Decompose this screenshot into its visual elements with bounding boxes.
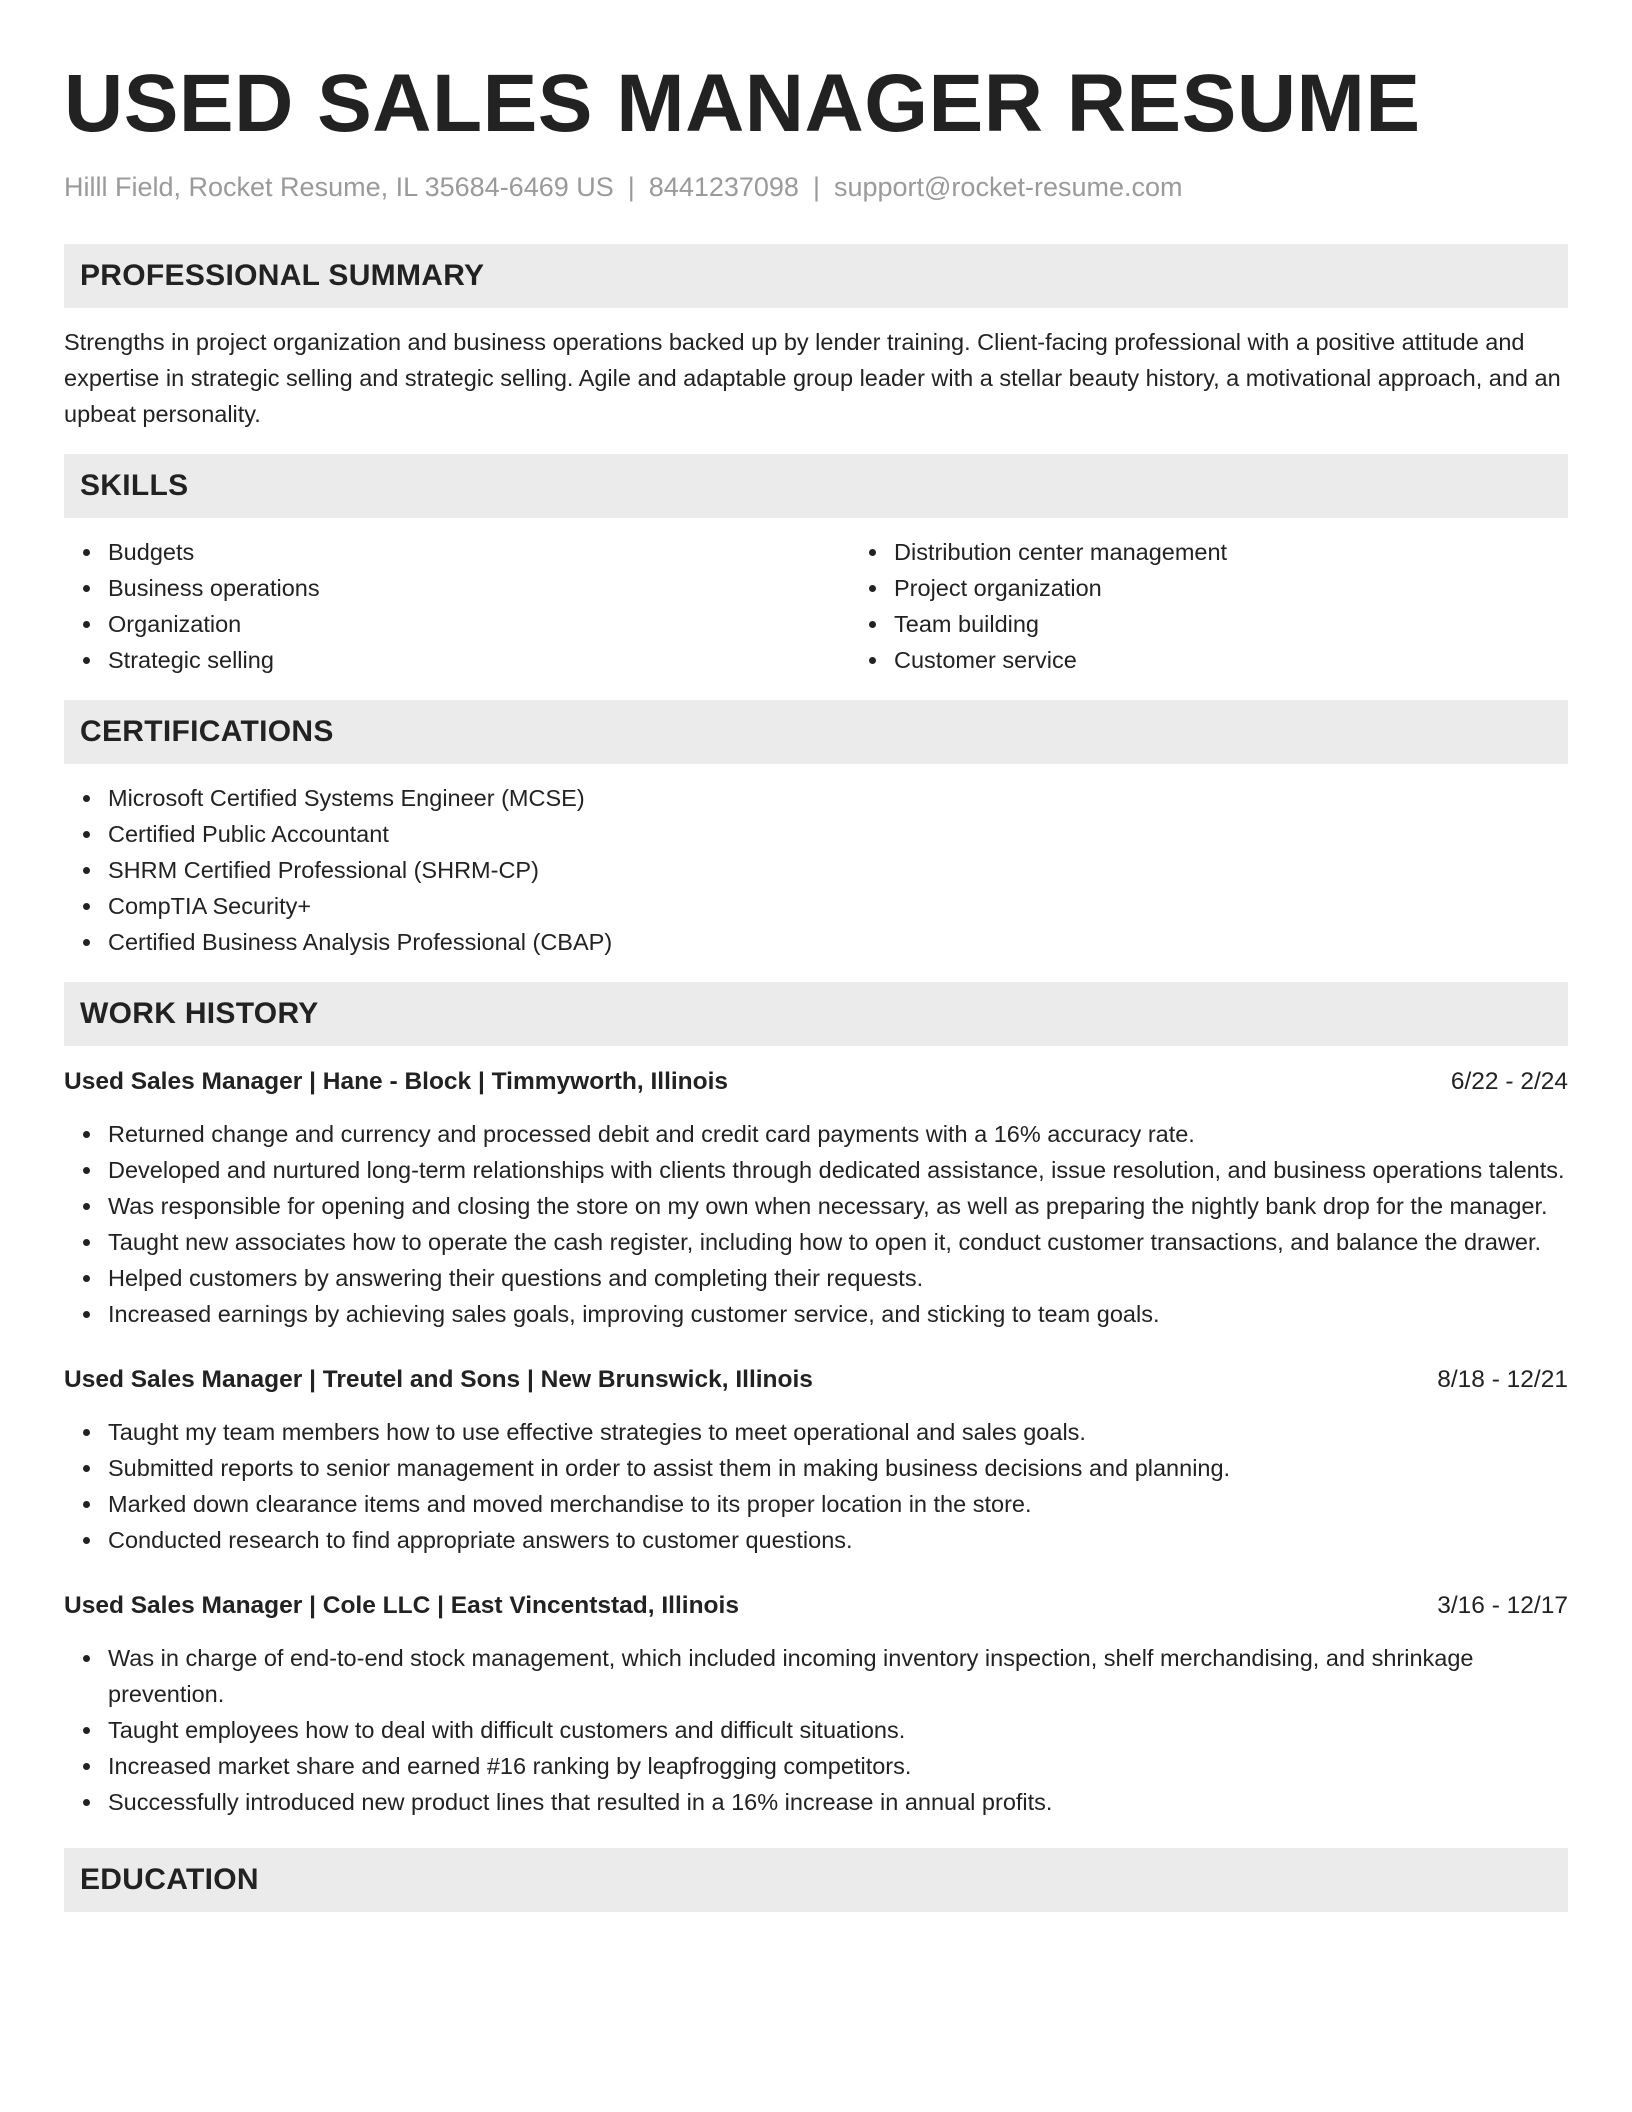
job-bullet: Marked down clearance items and moved merchandise to its proper location in the store. [108,1486,1568,1522]
section-heading-education: EDUCATION [64,1848,1568,1912]
job-bullet: Was responsible for opening and closing the store on my own when necessary, as well as preparing the nightly bank drop for the manager. [108,1188,1568,1224]
job-entry [64,1362,1568,1558]
job-bullet: Increased market share and earned #16 ranking by leapfrogging competitors. [108,1748,1568,1784]
section-heading-skills: SKILLS [64,454,1568,518]
job-header [64,1362,1568,1398]
job-header [64,1064,1568,1100]
skill-item: Budgets [108,534,850,570]
job-bullet: Was in charge of end-to-end stock management, which included incoming inventory inspection, shelf merchandising, and shrinkage prevention. [108,1640,1568,1712]
skill-item: Business operations [108,570,850,606]
job-title: Used Sales Manager | Treutel and Sons | New Brunswick, Illinois [64,1366,813,1393]
skills-list-left [64,534,850,678]
job-bullet: Helped customers by answering their questions and completing their requests. [108,1260,1568,1296]
certifications-list [64,780,1568,960]
section-heading-summary: PROFESSIONAL SUMMARY [64,244,1568,308]
skills-list-right [850,534,1632,678]
job-entry [64,1588,1568,1820]
job-bullet: Developed and nurtured long-term relationships with clients through dedicated assistance, issue resolution, and business operations talents. [108,1152,1568,1188]
skills-grid [64,518,1568,678]
job-bullet: Taught my team members how to use effective strategies to meet operational and sales goals. [108,1414,1568,1450]
job-bullets [64,1116,1568,1332]
certification-item: Certified Public Accountant [108,816,1568,852]
contact-separator: | [627,172,635,202]
job-dates: 3/16 - 12/17 [1437,1592,1568,1619]
skill-item: Strategic selling [108,642,850,678]
job-bullet: Taught new associates how to operate the cash register, including how to open it, conduct customer transactions, and balance the drawer. [108,1224,1568,1260]
skill-item: Organization [108,606,850,642]
job-dates: 8/18 - 12/21 [1437,1366,1568,1393]
skill-item: Customer service [894,642,1632,678]
job-header [64,1588,1568,1624]
skill-item: Distribution center management [894,534,1632,570]
job-bullet: Conducted research to find appropriate answers to customer questions. [108,1522,1568,1558]
skill-item: Team building [894,606,1632,642]
job-bullets [64,1640,1568,1820]
job-bullet: Increased earnings by achieving sales goals, improving customer service, and sticking to team goals. [108,1296,1568,1332]
job-bullets [64,1414,1568,1558]
certification-item: Certified Business Analysis Professional (CBAP) [108,924,1568,960]
contact-email: support@rocket-resume.com [833,172,1183,202]
skill-item: Project organization [894,570,1632,606]
certification-item: CompTIA Security+ [108,888,1568,924]
summary-text: Strengths in project organization and business operations backed up by lender training. Client-facing professional with a positive attitude and expertise in strategic selling and strategic selling. Agile and adaptable group leader with a stellar beauty history, a motivational approach, and an upbeat personality. [64,329,1561,427]
certification-item: Microsoft Certified Systems Engineer (MCSE) [108,780,1568,816]
job-bullet: Returned change and currency and processed debit and credit card payments with a 16% accuracy rate. [108,1116,1568,1152]
job-title: Used Sales Manager | Hane - Block | Timmyworth, Illinois [64,1068,729,1095]
certification-item: SHRM Certified Professional (SHRM-CP) [108,852,1568,888]
section-heading-work-history: WORK HISTORY [64,982,1568,1046]
job-bullet: Successfully introduced new product lines that resulted in a 16% increase in annual profits. [108,1784,1568,1820]
section-heading-certifications: CERTIFICATIONS [64,700,1568,764]
job-bullet: Taught employees how to deal with difficult customers and difficult situations. [108,1712,1568,1748]
job-entry [64,1064,1568,1332]
contact-line [64,170,1568,204]
contact-phone: 8441237098 [648,172,799,202]
job-dates: 6/22 - 2/24 [1450,1068,1568,1095]
contact-address: Hilll Field, Rocket Resume, IL 35684-6469 US [64,172,614,202]
job-bullet: Submitted reports to senior management in order to assist them in making business decisions and planning. [108,1450,1568,1486]
contact-separator: | [812,172,820,202]
job-title: Used Sales Manager | Cole LLC | East Vincentstad, Illinois [64,1592,739,1619]
resume-title: USED SALES MANAGER RESUME [64,58,1421,149]
